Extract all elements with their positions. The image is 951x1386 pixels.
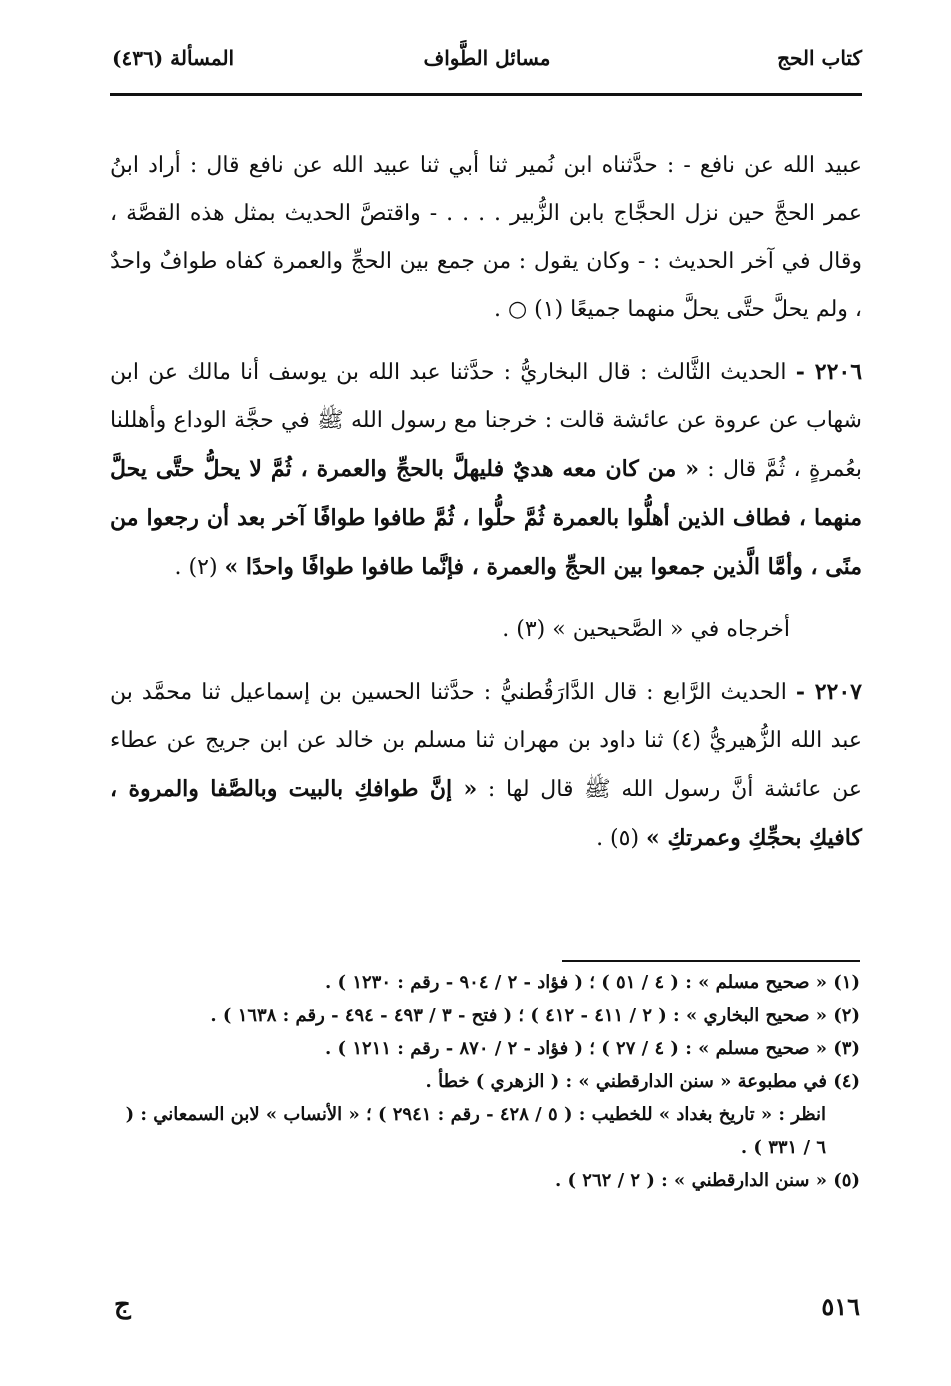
hadith-number: ٢٢٠٧ - [795, 679, 862, 705]
footnote-1: (١) « صحيح مسلم » : ( ٤ / ٥١ ) ؛ ( فؤاد - ٢ / ٩٠٤ - رقم : ١٢٣٠ ) . [325, 972, 860, 993]
footnotes [112, 966, 860, 1197]
footnote-divider [562, 960, 860, 962]
issue-number: المسألة (٤٣٦) [112, 46, 235, 70]
running-header [112, 46, 862, 86]
hadith-matn: « من كان معه هديٌ فليهلَّ بالحجِّ والعمرة ، ثُمَّ لا يحلُّ حتَّى يحلَّ منهما ، فطاف الذين أهلُّوا بالعمرة ثُمَّ حلُّوا ، ثُمَّ طافوا طوافًا آخر بعد أن رجعوا من منًى ، وأمَّا الَّذين جمعوا بين الحجِّ والعمرة ، فإنَّما طافوا طوافًا واحدًا » [110, 456, 862, 580]
chapter-title: مسائل الطَّواف [423, 46, 551, 70]
footnote-5: (٥) « سنن الدارقطني » : ( ٢ / ٢٦٢ ) . [554, 1170, 860, 1191]
hadith-2206 [110, 348, 862, 592]
footnote-4-continuation: انظر : « تاريخ بغداد » للخطيب : ( ٥ / ٤٢٨ - رقم : ٢٩٤١ ) ؛ « الأنساب » لابن السمعاني : ( ٦ / ٣٣١ ) . [125, 1104, 826, 1158]
hadith-isnad: الحديث الثَّالث : قال البخاريُّ : حدَّثنا عبد الله بن يوسف أنا مالك عن ابن شهاب عن عروة عن عائشة قالت : خرجنا مع رسول الله ﷺ في حجَّة الوداع وأهللنا بعُمرةٍ ، ثُمَّ قال : [110, 360, 863, 482]
header-divider [110, 93, 862, 96]
footnote-ref: (٢) . [174, 555, 225, 580]
footnote-3: (٣) « صحيح مسلم » : ( ٤ / ٢٧ ) ؛ ( فؤاد - ٢ / ٨٧٠ - رقم : ١٢١١ ) . [325, 1038, 860, 1059]
printer-signature: ج [114, 1290, 131, 1320]
hadith-number: ٢٢٠٦ - [795, 359, 863, 385]
footnote-ref: (٥) . [596, 826, 647, 851]
paragraph-continuation: عبيد الله عن نافع - : حدَّثناه ابن نُمير ثنا أبي ثنا عبيد الله عن نافع قال : أراد ابنُ عمر الحجَّ حين نزل الحجَّاج بابن الزُّبير . . . . - واقتصَّ الحديث بمثل هذه القصَّة ، وقال في آخر الحديث : - وكان يقول : من جمع بين الحجِّ والعمرة كفاه طوافٌ واحدٌ ، ولم يحلَّ حتَّى يحلَّ منهما جميعًا (١) ○ . [110, 153, 862, 322]
takhrij-line: أخرجاه في « الصَّحيحين » (٣) . [502, 617, 790, 642]
page-number: ٥١٦ [821, 1292, 860, 1321]
book-title: كتاب الحج [777, 46, 862, 70]
hadith-2207 [110, 668, 862, 863]
hadith-isnad: الحديث الرَّابع : قال الدَّارَقُطنيُّ : حدَّثنا الحسين بن إسماعيل ثنا محمَّد بن عبد الله الزُّهيريُّ (٤) ثنا داود بن مهران ثنا مسلم بن خالد عن ابن جريج عن عطاء عن عائشة أنَّ رسول الله ﷺ قال لها : [110, 680, 863, 802]
main-text [110, 142, 862, 863]
footnote-2: (٢) « صحيح البخاري » : ( ٢ / ٤١١ - ٤١٢ ) ؛ ( فتح - ٣ / ٤٩٣ - ٤٩٤ - رقم : ١٦٣٨ ) . [210, 1005, 860, 1026]
hadith-matn: « إنَّ طوافكِ بالبيت وبالصَّفا والمروة ، كافيكِ بحجِّكِ وعمرتكِ » [110, 776, 862, 851]
footnote-4: (٤) في مطبوعة « سنن الدارقطني » : ( الزهري ) خطأ . [425, 1071, 860, 1092]
